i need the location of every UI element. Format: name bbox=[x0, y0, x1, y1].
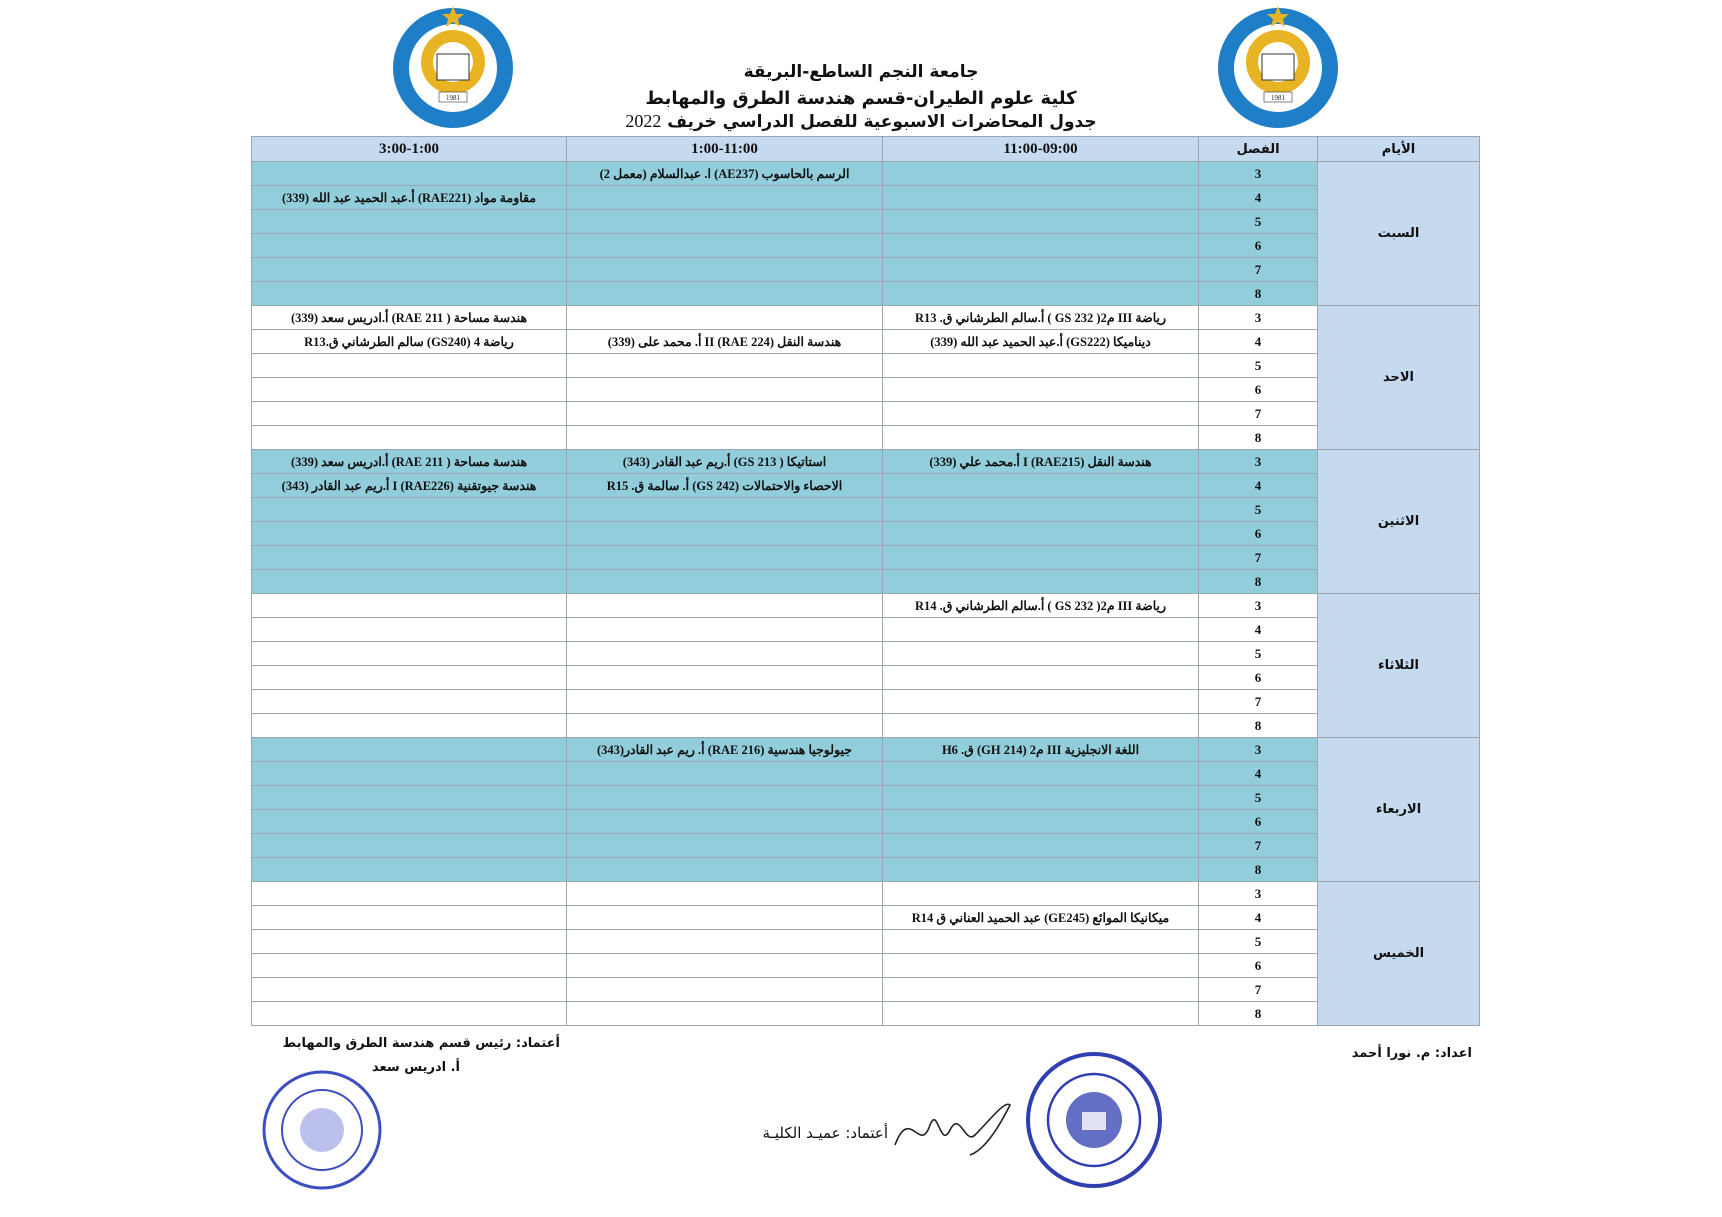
slot-2-cell bbox=[567, 786, 883, 810]
slot-1-cell: رياضة III م2( GS 232 ) أ.سالم الطرشاني ق. R13 bbox=[883, 306, 1199, 330]
class-number-cell: 5 bbox=[1199, 786, 1318, 810]
slot-1-cell bbox=[883, 618, 1199, 642]
slot-2-cell bbox=[567, 930, 883, 954]
slot-1-cell: رياضة III م2( GS 232 ) أ.سالم الطرشاني ق. R14 bbox=[883, 594, 1199, 618]
slot-3-cell bbox=[252, 522, 567, 546]
approval-dean-label: أعتماد: عميـد الكليـة bbox=[762, 1124, 888, 1142]
class-number-cell: 8 bbox=[1199, 858, 1318, 882]
class-number-cell: 7 bbox=[1199, 834, 1318, 858]
class-number-cell: 7 bbox=[1199, 258, 1318, 282]
slot-2-cell bbox=[567, 714, 883, 738]
slot-2-cell bbox=[567, 858, 883, 882]
slot-2-cell: الرسم بالحاسوب (AE237) ا. عبدالسلام (معمل 2) bbox=[567, 162, 883, 186]
slot-1-cell bbox=[883, 690, 1199, 714]
slot-2-cell bbox=[567, 522, 883, 546]
slot-3-cell bbox=[252, 570, 567, 594]
table-row bbox=[252, 450, 1480, 474]
table-row bbox=[252, 522, 1480, 546]
table-row bbox=[252, 594, 1480, 618]
slot-3-cell bbox=[252, 258, 567, 282]
slot-1-cell bbox=[883, 426, 1199, 450]
slot-2-cell bbox=[567, 498, 883, 522]
slot-2-cell: الاحصاء والاحتمالات (GS 242) أ. سالمة ق. R15 bbox=[567, 474, 883, 498]
slot-1-cell bbox=[883, 642, 1199, 666]
faculty-dean-stamp bbox=[1020, 1050, 1168, 1190]
slot-3-cell bbox=[252, 762, 567, 786]
slot-1-cell bbox=[883, 954, 1199, 978]
slot-1-cell bbox=[883, 402, 1199, 426]
class-number-cell: 6 bbox=[1199, 522, 1318, 546]
slot-2-cell bbox=[567, 186, 883, 210]
slot-3-cell bbox=[252, 978, 567, 1002]
table-row bbox=[252, 618, 1480, 642]
class-number-cell: 7 bbox=[1199, 978, 1318, 1002]
day-cell: الثلاثاء bbox=[1318, 594, 1480, 738]
slot-1-cell: ميكانيكا الموائع (GE245) عبد الحميد العناني ق R14 bbox=[883, 906, 1199, 930]
table-row bbox=[252, 426, 1480, 450]
slot-1-cell bbox=[883, 186, 1199, 210]
slot-2-cell bbox=[567, 306, 883, 330]
slot-1-cell bbox=[883, 978, 1199, 1002]
slot-3-cell bbox=[252, 882, 567, 906]
schedule-title bbox=[0, 111, 1722, 132]
class-number-cell: 3 bbox=[1199, 882, 1318, 906]
slot-3-cell bbox=[252, 162, 567, 186]
slot-3-cell: هندسة مساحة ( RAE 211) أ.ادريس سعد (339) bbox=[252, 306, 567, 330]
slot-1-cell: ديناميكا (GS222) أ.عبد الحميد عبد الله (339) bbox=[883, 330, 1199, 354]
slot-3-cell bbox=[252, 690, 567, 714]
slot-1-cell bbox=[883, 378, 1199, 402]
slot-3-cell bbox=[252, 498, 567, 522]
slot-2-cell bbox=[567, 978, 883, 1002]
slot-2-cell bbox=[567, 594, 883, 618]
class-number-cell: 3 bbox=[1199, 162, 1318, 186]
slot-1-cell bbox=[883, 162, 1199, 186]
slot-2-cell bbox=[567, 642, 883, 666]
table-header-row bbox=[252, 137, 1480, 162]
table-row bbox=[252, 714, 1480, 738]
slot-1-cell bbox=[883, 858, 1199, 882]
day-cell: الخميس bbox=[1318, 882, 1480, 1026]
class-number-cell: 8 bbox=[1199, 570, 1318, 594]
slot-2-cell bbox=[567, 666, 883, 690]
day-cell: الاثنين bbox=[1318, 450, 1480, 594]
class-number-cell: 8 bbox=[1199, 282, 1318, 306]
slot-1-cell bbox=[883, 762, 1199, 786]
slot-3-cell bbox=[252, 786, 567, 810]
slot-2-cell: جيولوجيا هندسية (RAE 216) أ. ريم عبد القادر(343) bbox=[567, 738, 883, 762]
class-number-cell: 8 bbox=[1199, 426, 1318, 450]
slot-2-cell bbox=[567, 906, 883, 930]
schedule-year: 2022 bbox=[625, 111, 662, 131]
slot-3-cell bbox=[252, 834, 567, 858]
slot-2-cell bbox=[567, 402, 883, 426]
header-slot-2: 1:00-11:00 bbox=[567, 137, 883, 162]
slot-1-cell bbox=[883, 546, 1199, 570]
slot-3-cell: رياضة 4 (GS240) سالم الطرشاني ق.R13 bbox=[252, 330, 567, 354]
university-logo-left bbox=[389, 4, 517, 132]
header-days: الأيام bbox=[1318, 137, 1480, 162]
head-name: أ. ادريس سعد bbox=[372, 1060, 460, 1075]
class-number-cell: 5 bbox=[1199, 210, 1318, 234]
class-number-cell: 4 bbox=[1199, 906, 1318, 930]
slot-3-cell bbox=[252, 738, 567, 762]
slot-3-cell bbox=[252, 234, 567, 258]
slot-2-cell bbox=[567, 546, 883, 570]
slot-3-cell bbox=[252, 282, 567, 306]
slot-2-cell bbox=[567, 834, 883, 858]
slot-1-cell bbox=[883, 834, 1199, 858]
slot-1-cell bbox=[883, 258, 1199, 282]
table-row bbox=[252, 186, 1480, 210]
university-title: جامعة النجم الساطع-البريقة bbox=[743, 62, 979, 82]
slot-2-cell bbox=[567, 426, 883, 450]
department-stamp bbox=[258, 1068, 386, 1192]
table-row bbox=[252, 330, 1480, 354]
university-logo-right bbox=[1214, 4, 1342, 132]
slot-1-cell bbox=[883, 498, 1199, 522]
slot-3-cell bbox=[252, 594, 567, 618]
slot-1-cell bbox=[883, 714, 1199, 738]
class-number-cell: 6 bbox=[1199, 234, 1318, 258]
class-number-cell: 7 bbox=[1199, 690, 1318, 714]
table-row bbox=[252, 738, 1480, 762]
table-row bbox=[252, 642, 1480, 666]
slot-1-cell: هندسة النقل I (RAE215) أ.محمد علي (339) bbox=[883, 450, 1199, 474]
slot-2-cell bbox=[567, 234, 883, 258]
schedule-table bbox=[251, 136, 1480, 1026]
class-number-cell: 6 bbox=[1199, 666, 1318, 690]
header-slot-1: 11:00-09:00 bbox=[883, 137, 1199, 162]
slot-3-cell: مقاومة مواد (RAE221) أ.عبد الحميد عبد الله (339) bbox=[252, 186, 567, 210]
class-number-cell: 5 bbox=[1199, 498, 1318, 522]
slot-3-cell bbox=[252, 1002, 567, 1026]
table-row bbox=[252, 978, 1480, 1002]
slot-3-cell bbox=[252, 402, 567, 426]
class-number-cell: 8 bbox=[1199, 1002, 1318, 1026]
slot-2-cell bbox=[567, 954, 883, 978]
class-number-cell: 8 bbox=[1199, 714, 1318, 738]
table-row bbox=[252, 498, 1480, 522]
class-number-cell: 3 bbox=[1199, 450, 1318, 474]
table-row bbox=[252, 402, 1480, 426]
slot-1-cell bbox=[883, 1002, 1199, 1026]
class-number-cell: 7 bbox=[1199, 402, 1318, 426]
class-number-cell: 6 bbox=[1199, 810, 1318, 834]
table-row bbox=[252, 690, 1480, 714]
class-number-cell: 5 bbox=[1199, 930, 1318, 954]
table-row bbox=[252, 474, 1480, 498]
svg-text:1981: 1981 bbox=[1271, 94, 1285, 102]
slot-1-cell bbox=[883, 282, 1199, 306]
slot-2-cell bbox=[567, 282, 883, 306]
class-number-cell: 4 bbox=[1199, 618, 1318, 642]
slot-2-cell: استاتيكا ( GS 213) أ.ريم عبد القادر (343) bbox=[567, 450, 883, 474]
slot-1-cell bbox=[883, 666, 1199, 690]
slot-3-cell bbox=[252, 354, 567, 378]
table-row bbox=[252, 906, 1480, 930]
table-row bbox=[252, 354, 1480, 378]
slot-2-cell: هندسة النقل II (RAE 224) أ. محمد على (339) bbox=[567, 330, 883, 354]
slot-1-cell: اللغة الانجليزية III م2 (GH 214) ق. H6 bbox=[883, 738, 1199, 762]
header-slot-3: 3:00-1:00 bbox=[252, 137, 567, 162]
slot-3-cell bbox=[252, 930, 567, 954]
table-row bbox=[252, 858, 1480, 882]
slot-3-cell bbox=[252, 906, 567, 930]
table-row bbox=[252, 834, 1480, 858]
table-row bbox=[252, 258, 1480, 282]
slot-3-cell bbox=[252, 618, 567, 642]
faculty-title: كلية علوم الطيران-قسم هندسة الطرق والمهابط bbox=[645, 88, 1077, 109]
slot-3-cell: هندسة جيوتقنية I (RAE226) أ.ريم عبد القادر (343) bbox=[252, 474, 567, 498]
schedule-body bbox=[252, 162, 1480, 1026]
slot-3-cell bbox=[252, 378, 567, 402]
table-row bbox=[252, 810, 1480, 834]
table-row bbox=[252, 786, 1480, 810]
slot-2-cell bbox=[567, 378, 883, 402]
class-number-cell: 4 bbox=[1199, 762, 1318, 786]
class-number-cell: 5 bbox=[1199, 642, 1318, 666]
table-row bbox=[252, 234, 1480, 258]
slot-3-cell bbox=[252, 210, 567, 234]
slot-2-cell bbox=[567, 762, 883, 786]
class-number-cell: 7 bbox=[1199, 546, 1318, 570]
slot-1-cell bbox=[883, 786, 1199, 810]
slot-1-cell bbox=[883, 474, 1199, 498]
class-number-cell: 6 bbox=[1199, 954, 1318, 978]
slot-2-cell bbox=[567, 618, 883, 642]
slot-3-cell bbox=[252, 666, 567, 690]
table-row bbox=[252, 546, 1480, 570]
schedule-title-text: جدول المحاضرات الاسبوعية للفصل الدراسي خريف bbox=[667, 112, 1097, 132]
class-number-cell: 3 bbox=[1199, 738, 1318, 762]
class-number-cell: 4 bbox=[1199, 330, 1318, 354]
prepared-by: اعداد: م. نورا أحمد bbox=[1351, 1046, 1472, 1061]
slot-1-cell bbox=[883, 570, 1199, 594]
slot-2-cell bbox=[567, 882, 883, 906]
slot-3-cell bbox=[252, 642, 567, 666]
slot-2-cell bbox=[567, 690, 883, 714]
slot-1-cell bbox=[883, 930, 1199, 954]
slot-2-cell bbox=[567, 258, 883, 282]
table-row bbox=[252, 162, 1480, 186]
dean-signature bbox=[890, 1095, 1020, 1165]
slot-3-cell bbox=[252, 546, 567, 570]
slot-2-cell bbox=[567, 210, 883, 234]
slot-1-cell bbox=[883, 354, 1199, 378]
slot-1-cell bbox=[883, 234, 1199, 258]
table-row bbox=[252, 282, 1480, 306]
day-cell: الاحد bbox=[1318, 306, 1480, 450]
class-number-cell: 3 bbox=[1199, 594, 1318, 618]
svg-text:1981: 1981 bbox=[446, 94, 460, 102]
slot-3-cell bbox=[252, 858, 567, 882]
table-row bbox=[252, 954, 1480, 978]
class-number-cell: 3 bbox=[1199, 306, 1318, 330]
table-row bbox=[252, 570, 1480, 594]
slot-1-cell bbox=[883, 882, 1199, 906]
table-row bbox=[252, 930, 1480, 954]
table-row bbox=[252, 306, 1480, 330]
table-row bbox=[252, 762, 1480, 786]
approval-head-label: أعتماد: رئيس قسم هندسة الطرق والمهابط bbox=[282, 1036, 560, 1051]
table-row bbox=[252, 666, 1480, 690]
slot-1-cell bbox=[883, 210, 1199, 234]
day-cell: السبت bbox=[1318, 162, 1480, 306]
table-row bbox=[252, 1002, 1480, 1026]
table-row bbox=[252, 882, 1480, 906]
slot-3-cell bbox=[252, 426, 567, 450]
slot-2-cell bbox=[567, 810, 883, 834]
slot-1-cell bbox=[883, 522, 1199, 546]
slot-3-cell bbox=[252, 714, 567, 738]
class-number-cell: 4 bbox=[1199, 186, 1318, 210]
table-row bbox=[252, 378, 1480, 402]
slot-2-cell bbox=[567, 570, 883, 594]
table-row bbox=[252, 210, 1480, 234]
day-cell: الاربعاء bbox=[1318, 738, 1480, 882]
class-number-cell: 6 bbox=[1199, 378, 1318, 402]
slot-3-cell: هندسة مساحة ( RAE 211) أ.ادريس سعد (339) bbox=[252, 450, 567, 474]
slot-2-cell bbox=[567, 1002, 883, 1026]
header-class: الفصل bbox=[1199, 137, 1318, 162]
slot-1-cell bbox=[883, 810, 1199, 834]
class-number-cell: 4 bbox=[1199, 474, 1318, 498]
slot-3-cell bbox=[252, 954, 567, 978]
slot-3-cell bbox=[252, 810, 567, 834]
class-number-cell: 5 bbox=[1199, 354, 1318, 378]
slot-2-cell bbox=[567, 354, 883, 378]
